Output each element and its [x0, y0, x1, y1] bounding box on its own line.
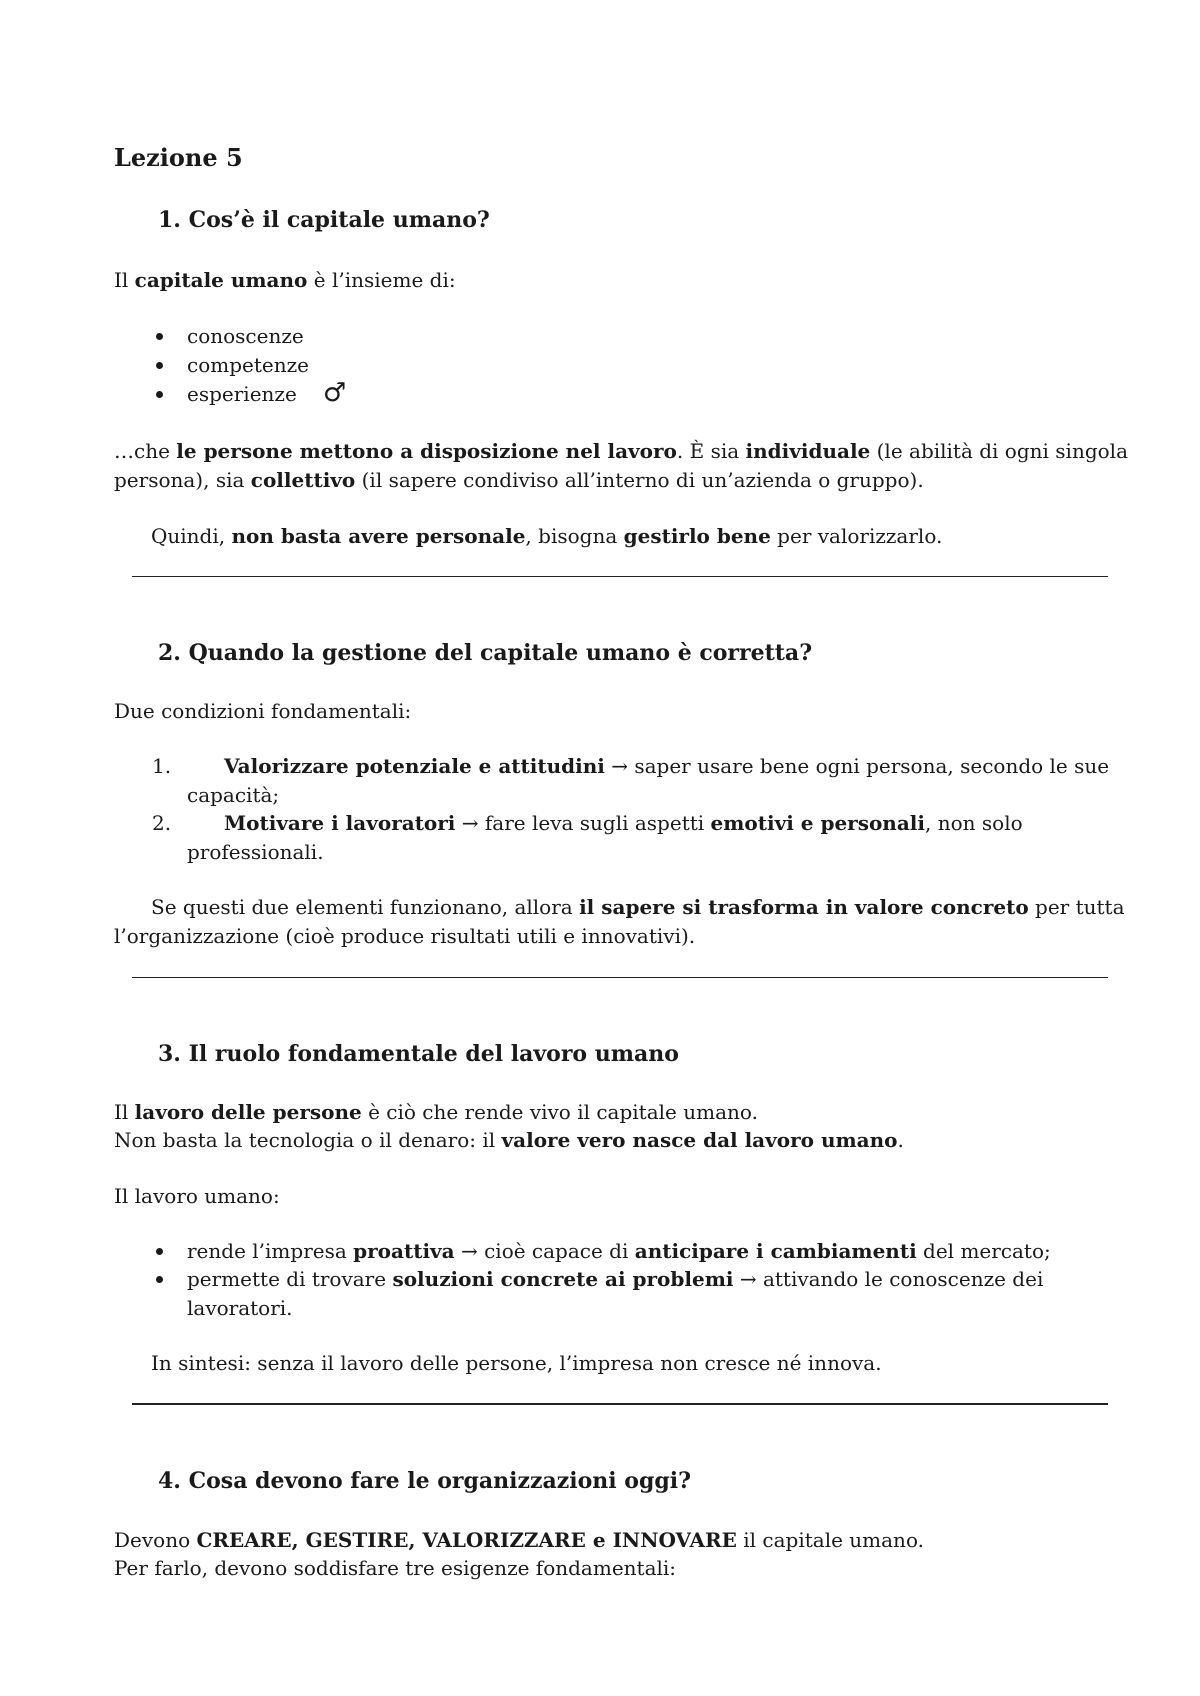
section-3-heading: 3. Il ruolo fondamentale del lavoro umano	[158, 1041, 679, 1067]
paragraph: Per farlo, devono soddisfare tre esigenze fondamentali:	[114, 1556, 677, 1580]
page-title: Lezione 5	[114, 143, 243, 172]
list-item: competenze	[187, 353, 309, 377]
list-item: conoscenze	[187, 324, 304, 348]
section-3-intro: Il lavoro umano:	[114, 1184, 280, 1208]
list-number: 2.	[152, 811, 172, 835]
paragraph: …che le persone mettono a disposizione nel lavoro. È sia individuale (le abilità di ogni singola	[114, 439, 1128, 463]
paragraph: Il lavoro delle persone è ciò che rende vivo il capitale umano.	[114, 1100, 758, 1124]
paragraph: Non basta la tecnologia o il denaro: il valore vero nasce dal lavoro umano.	[114, 1128, 904, 1152]
list-item: rende l’impresa proattiva → cioè capace di anticipare i cambiamenti del mercato;	[187, 1239, 1051, 1263]
list-item: esperienze	[187, 382, 297, 406]
list-item: Motivare i lavoratori → fare leva sugli aspetti emotivi e personali, non solo	[224, 811, 1023, 835]
paragraph: l’organizzazione (cioè produce risultati utili e innovativi).	[114, 924, 696, 948]
paragraph: Se questi due elementi funzionano, allora il sapere si trasforma in valore concreto per tutta	[151, 895, 1125, 919]
list-item-continuation: capacità;	[187, 783, 280, 807]
paragraph: persona), sia collettivo (il sapere condiviso all’interno di un’azienda o gruppo).	[114, 468, 924, 492]
section-2-intro: Due condizioni fondamentali:	[114, 699, 412, 723]
divider	[132, 1403, 1108, 1405]
list-item: Valorizzare potenziale e attitudini → saper usare bene ogni persona, secondo le sue	[224, 754, 1110, 778]
paragraph: Quindi, non basta avere personale, bisogna gestirlo bene per valorizzarlo.	[151, 524, 943, 548]
bullet	[156, 362, 163, 369]
bullet	[156, 391, 163, 398]
list-number: 1.	[152, 754, 172, 778]
section-1-heading: 1. Cos’è il capitale umano?	[158, 207, 490, 233]
list-item-continuation: lavoratori.	[187, 1296, 293, 1320]
male-sign-icon: ♂	[323, 378, 347, 408]
divider	[132, 977, 1108, 978]
bullet	[156, 1276, 163, 1283]
section-1-intro: Il capitale umano è l’insieme di:	[114, 268, 456, 292]
bullet	[156, 1248, 163, 1255]
section-4-heading: 4. Cosa devono fare le organizzazioni oggi?	[158, 1468, 691, 1494]
section-2-heading: 2. Quando la gestione del capitale umano è corretta?	[158, 640, 813, 666]
paragraph: Devono CREARE, GESTIRE, VALORIZZARE e INNOVARE il capitale umano.	[114, 1528, 924, 1552]
list-item-continuation: professionali.	[187, 840, 324, 864]
divider	[132, 576, 1108, 577]
list-item: permette di trovare soluzioni concrete ai problemi → attivando le conoscenze dei	[187, 1267, 1044, 1291]
summary: In sintesi: senza il lavoro delle persone, l’impresa non cresce né innova.	[151, 1351, 882, 1375]
bullet	[156, 333, 163, 340]
